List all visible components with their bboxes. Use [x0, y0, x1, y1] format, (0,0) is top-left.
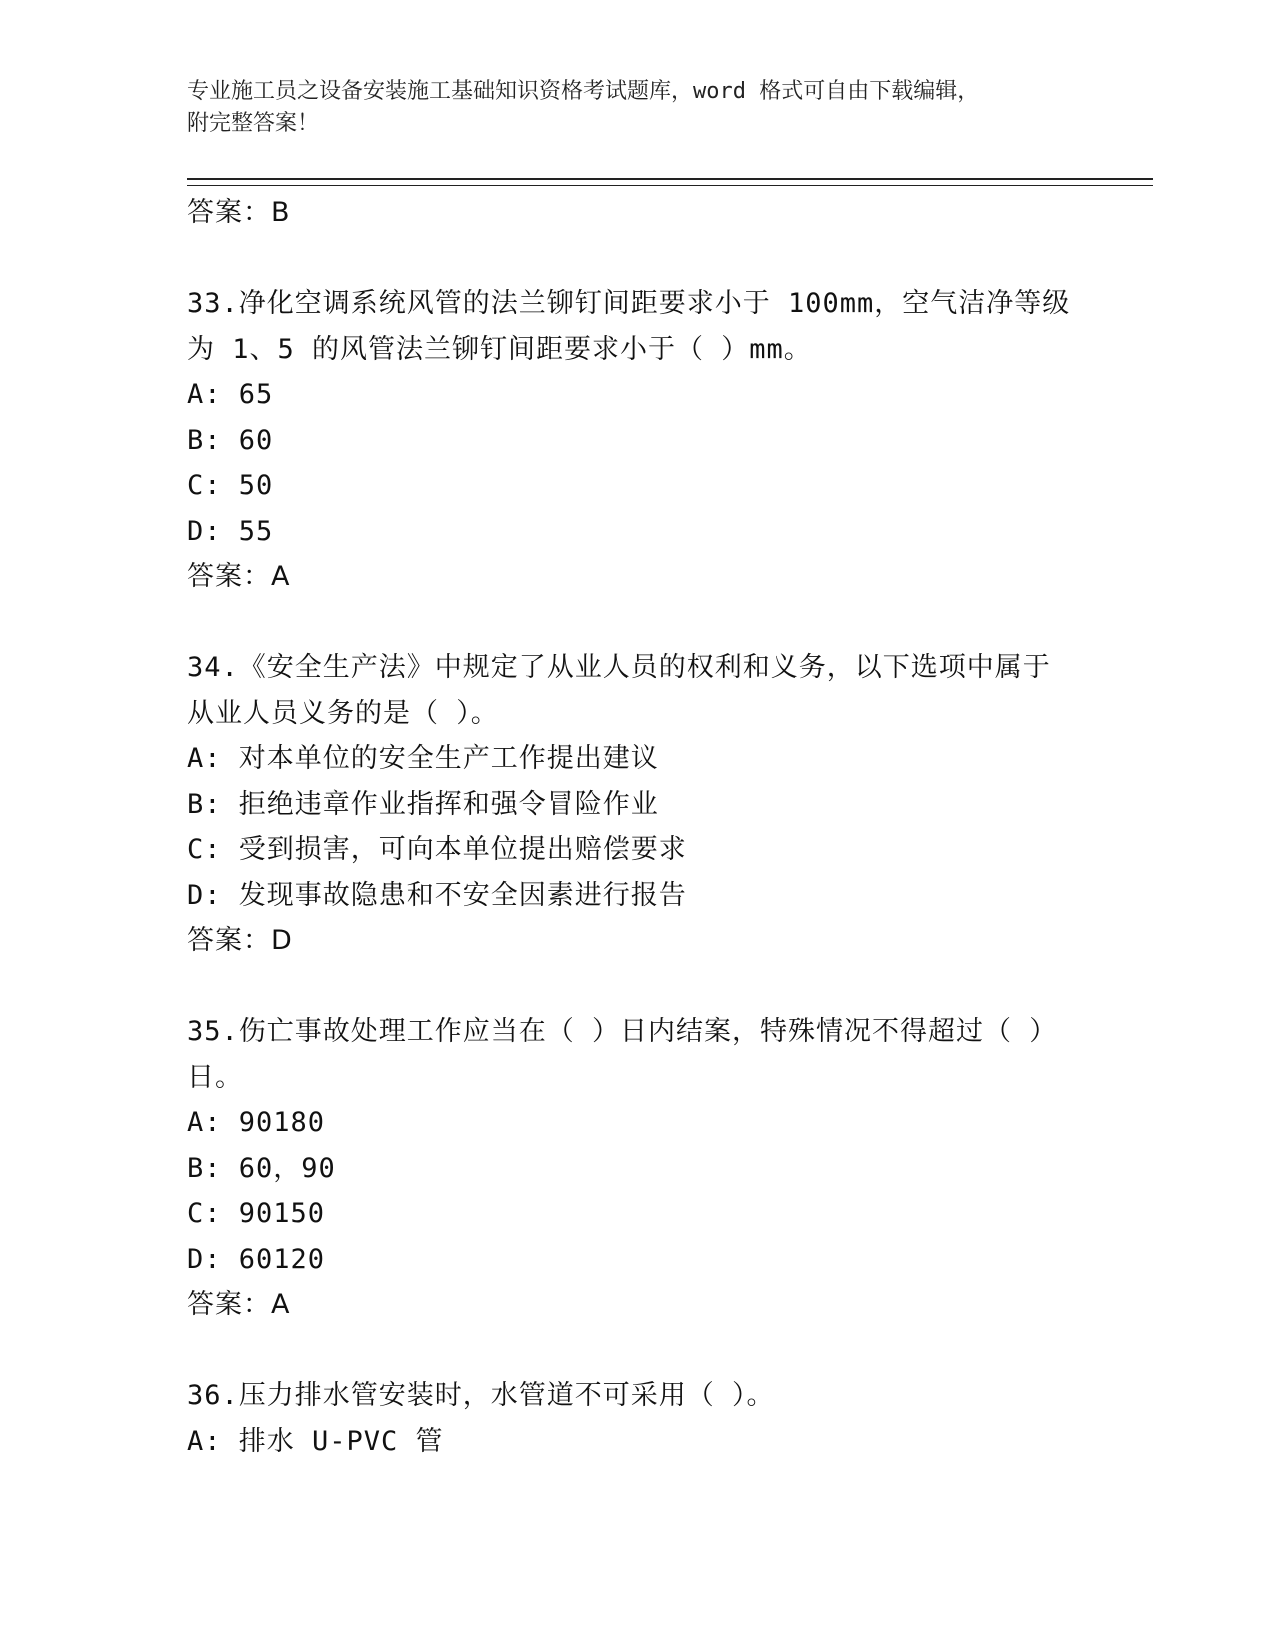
question-stem	[187, 1373, 1087, 1419]
question-stem	[187, 1009, 1087, 1100]
question-block	[187, 1009, 1087, 1328]
question-block	[187, 645, 1087, 964]
answer: 答案：D	[187, 925, 293, 956]
option-a: A: 90180	[187, 1107, 326, 1138]
question-stem	[187, 281, 1087, 372]
option-d: D: 60120	[187, 1243, 326, 1275]
question-stem-line: 36.压力排水管安装时，水管道不可采用（ ）。	[187, 1380, 775, 1411]
option-c: C: 受到损害，可向本单位提出赔偿要求	[187, 834, 687, 865]
option-d: D: 55	[187, 515, 274, 547]
option-c: C: 50	[187, 470, 274, 501]
spacer	[187, 600, 1087, 646]
question-stem	[187, 645, 1087, 736]
header-line-2: 附完整答案！	[187, 111, 320, 136]
header-divider	[187, 178, 1153, 186]
option-b: B: 60	[187, 424, 274, 456]
option-a: A: 65	[187, 379, 274, 410]
option-a: A: 对本单位的安全生产工作提出建议	[187, 743, 659, 774]
question-stem-line: 为 1、5 的风管法兰铆钉间距要求小于（ ）mm。	[187, 333, 812, 365]
question-stem-line: 35.伤亡事故处理工作应当在（ ）日内结案，特殊情况不得超过（ ）	[187, 1016, 1058, 1047]
option-a: A: 排水 U-PVC 管	[187, 1425, 444, 1457]
spacer	[187, 964, 1087, 1010]
spacer	[187, 1328, 1087, 1374]
option-b: B: 拒绝违章作业指挥和强令冒险作业	[187, 788, 659, 820]
question-stem-line: 33.净化空调系统风管的法兰铆钉间距要求小于 100mm，空气洁净等级	[187, 288, 1071, 319]
page-header	[187, 76, 1067, 140]
option-b: B: 60，90	[187, 1152, 336, 1184]
answer: 答案：A	[187, 561, 291, 592]
previous-answer: 答案：B	[187, 197, 291, 228]
question-list	[187, 190, 1087, 1464]
question-stem-line: 34.《安全生产法》中规定了从业人员的权利和义务，以下选项中属于	[187, 652, 1051, 683]
option-c: C: 90150	[187, 1198, 326, 1229]
question-stem-line: 日。	[187, 1061, 243, 1093]
option-d: D: 发现事故隐患和不安全因素进行报告	[187, 879, 687, 911]
answer: 答案：A	[187, 1289, 291, 1320]
spacer	[187, 236, 1087, 282]
header-line-1: 专业施工员之设备安装施工基础知识资格考试题库，word 格式可自由下载编辑，	[187, 79, 980, 104]
question-block	[187, 281, 1087, 600]
question-stem-line: 从业人员义务的是（ ）。	[187, 697, 499, 729]
question-block	[187, 1373, 1087, 1464]
